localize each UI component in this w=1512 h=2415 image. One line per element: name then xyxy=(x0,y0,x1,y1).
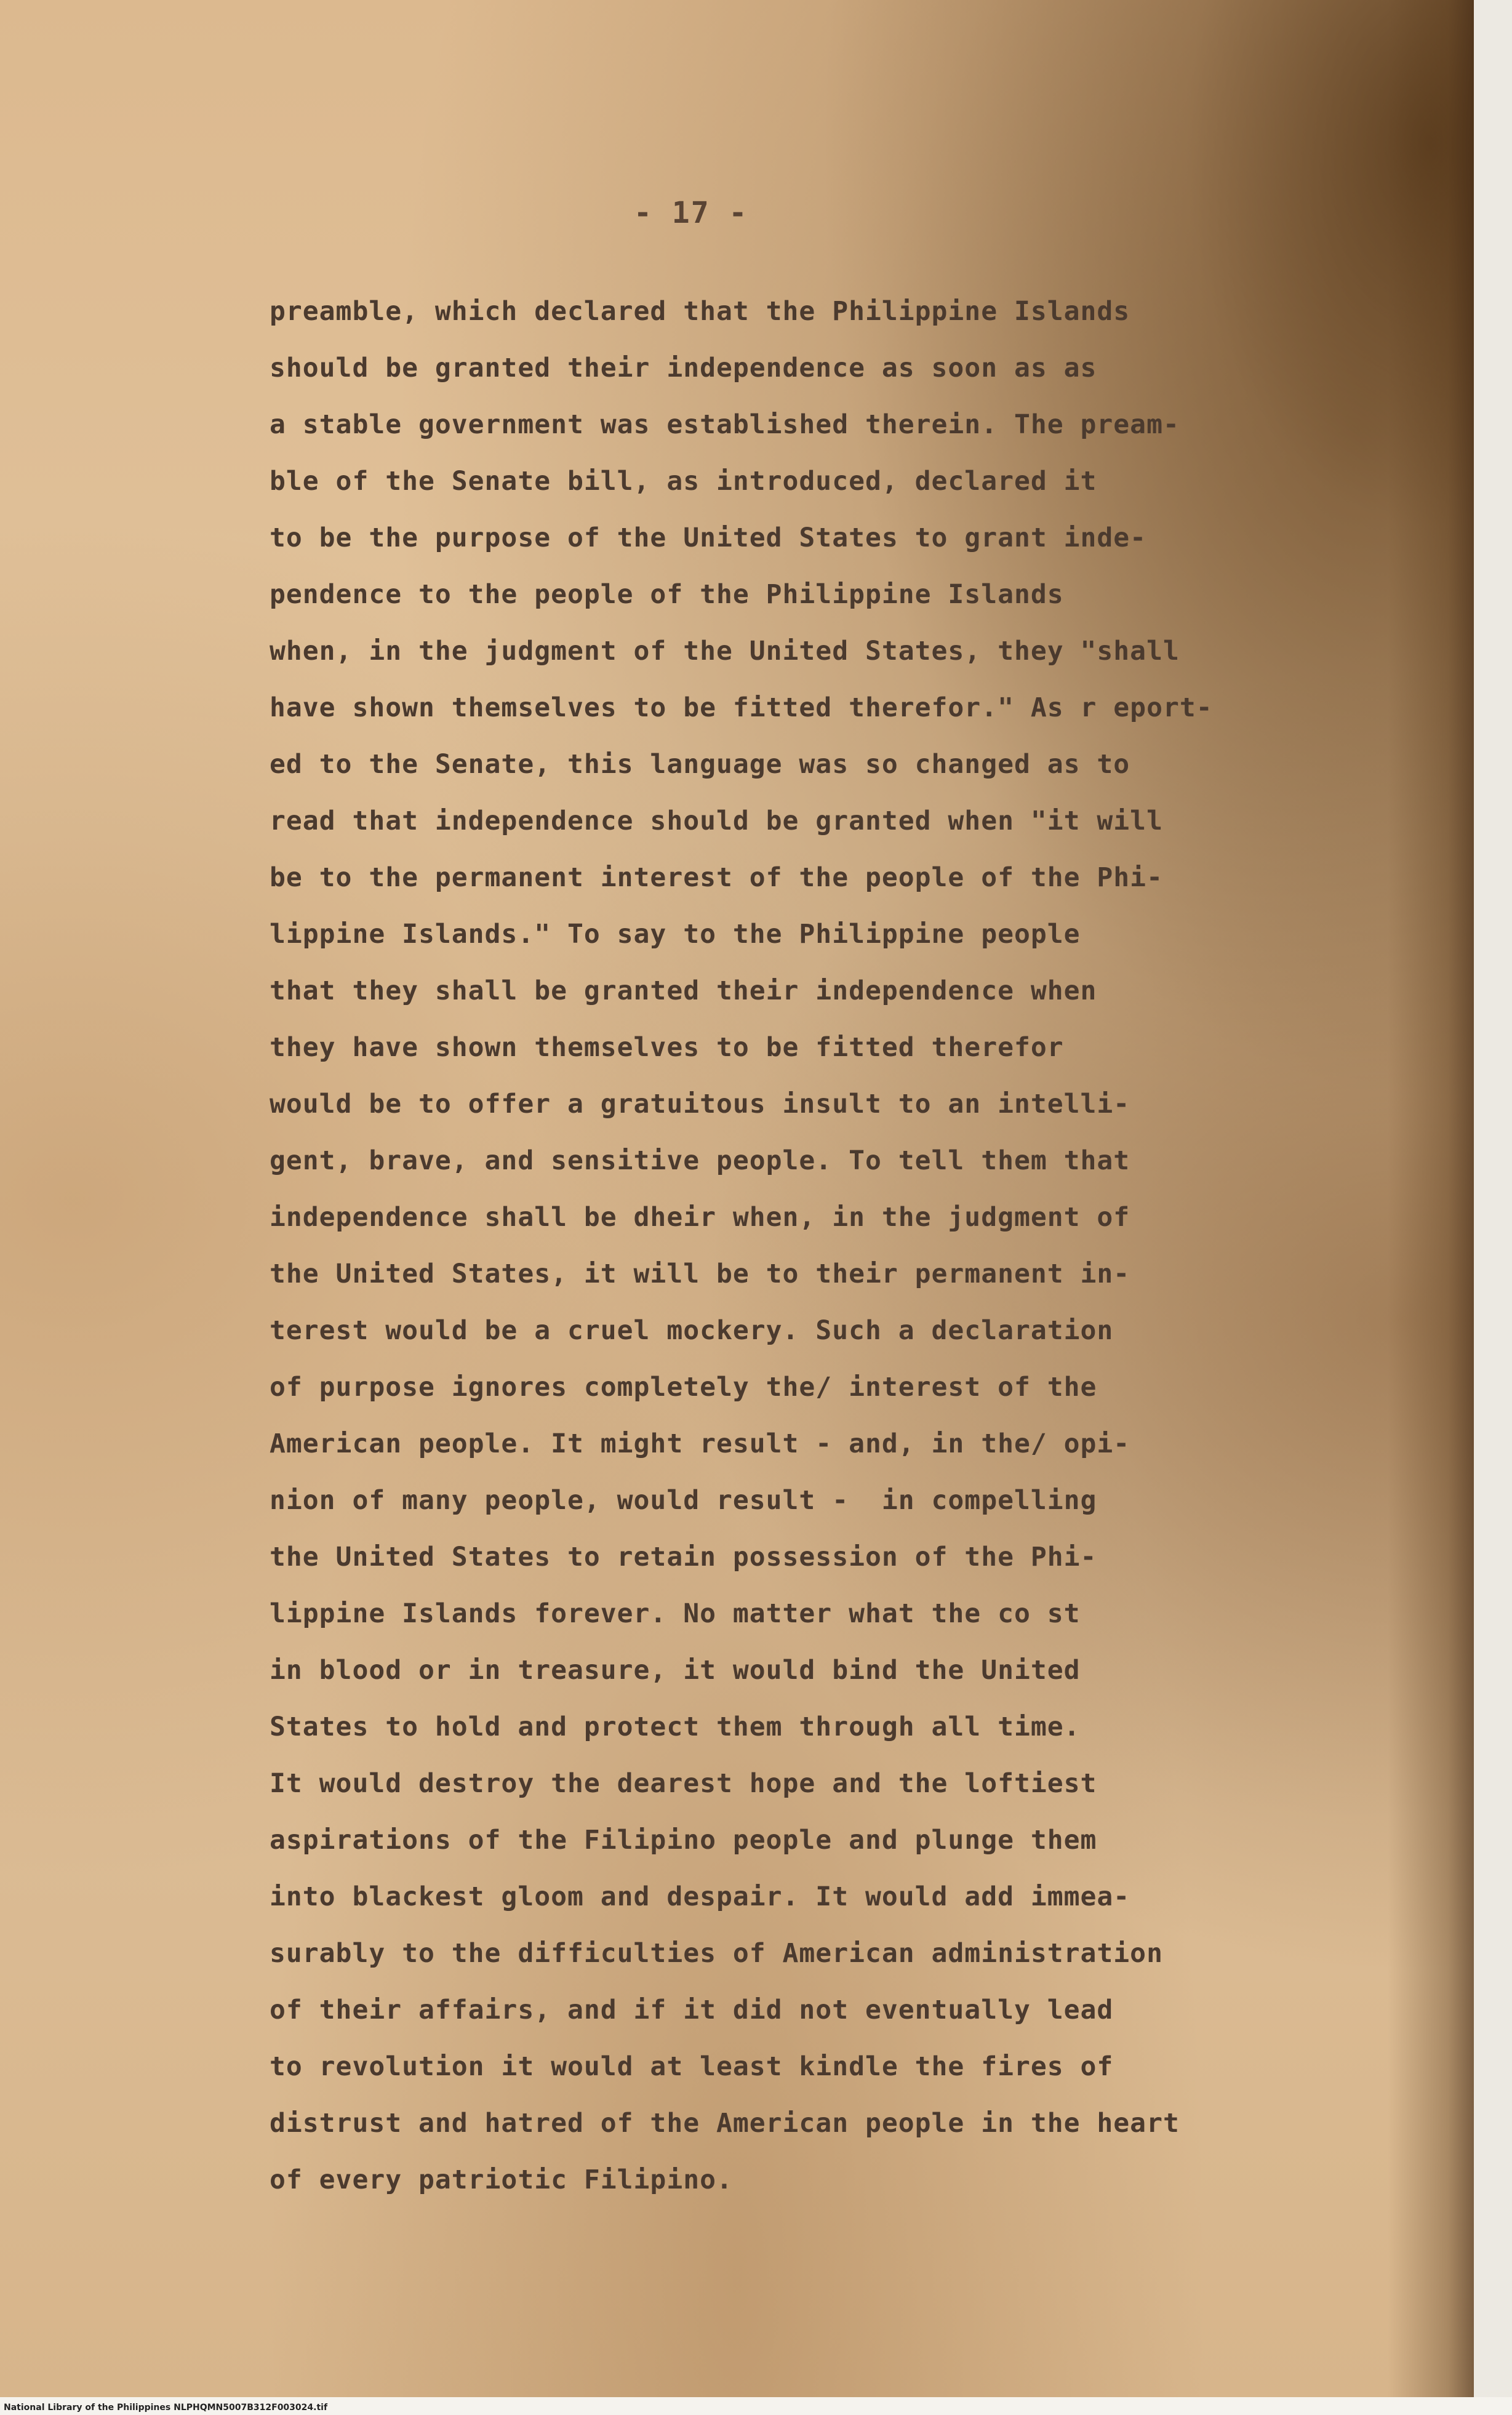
typed-text-block xyxy=(270,283,1316,2208)
text-line: have shown themselves to be fitted therefor." As r eport- xyxy=(270,692,1213,723)
text-line: the United States, it will be to their permanent in- xyxy=(270,1259,1130,1289)
text-line: surably to the difficulties of American administration xyxy=(270,1938,1163,1969)
text-line: ble of the Senate bill, as introduced, declared it xyxy=(270,466,1097,497)
text-line: of every patriotic Filipino. xyxy=(270,2165,733,2195)
text-line: of their affairs, and if it did not eventually lead xyxy=(270,1995,1114,2025)
text-line: would be to offer a gratuitous insult to an intelli- xyxy=(270,1089,1130,1119)
archive-label: National Library of the Philippines NLPHQMN5007B312F003024.tif xyxy=(4,2403,328,2413)
text-line: that they shall be granted their independence when xyxy=(270,975,1097,1006)
text-line: pendence to the people of the Philippine Islands xyxy=(270,579,1064,610)
text-line: a stable government was established therein. The pream- xyxy=(270,409,1180,440)
text-line: should be granted their independence as soon as as xyxy=(270,353,1097,383)
text-line: ed to the Senate, this language was so changed as to xyxy=(270,749,1130,780)
text-line: the United States to retain possession of the Phi- xyxy=(270,1542,1097,1572)
text-line: distrust and hatred of the American people in the heart xyxy=(270,2108,1180,2139)
text-line: gent, brave, and sensitive people. To tell them that xyxy=(270,1145,1130,1176)
text-line: read that independence should be granted when "it will xyxy=(270,806,1163,836)
text-line: lippine Islands forever. No matter what the co st xyxy=(270,1598,1081,1629)
text-line: American people. It might result - and, in the/ opi- xyxy=(270,1428,1130,1459)
text-line: aspirations of the Filipino people and plunge them xyxy=(270,1825,1097,1856)
text-line: It would destroy the dearest hope and the loftiest xyxy=(270,1768,1097,1799)
text-line: they have shown themselves to be fitted therefor xyxy=(270,1032,1064,1063)
text-line: of purpose ignores completely the/ interest of the xyxy=(270,1372,1097,1403)
text-line: terest would be a cruel mockery. Such a declaration xyxy=(270,1315,1114,1346)
page-number: - 17 - xyxy=(634,196,748,230)
burn-stain xyxy=(1388,0,1474,2397)
text-line: when, in the judgment of the United States, they "shall xyxy=(270,636,1180,667)
text-line: into blackest gloom and despair. It would add immea- xyxy=(270,1881,1130,1912)
text-line: independence shall be dheir when, in the judgment of xyxy=(270,1202,1130,1233)
text-line: in blood or in treasure, it would bind the United xyxy=(270,1655,1081,1686)
text-line: be to the permanent interest of the people of the Phi- xyxy=(270,862,1163,893)
text-line: lippine Islands." To say to the Philippine people xyxy=(270,919,1081,950)
text-line: to revolution it would at least kindle the fires of xyxy=(270,2051,1114,2082)
text-line: States to hold and protect them through all time. xyxy=(270,1712,1081,1742)
text-line: nion of many people, would result - in compelling xyxy=(270,1485,1097,1516)
scanner-footer-band xyxy=(0,2397,1512,2415)
text-line: to be the purpose of the United States to grant inde- xyxy=(270,523,1147,553)
text-line: preamble, which declared that the Philippine Islands xyxy=(270,296,1130,327)
